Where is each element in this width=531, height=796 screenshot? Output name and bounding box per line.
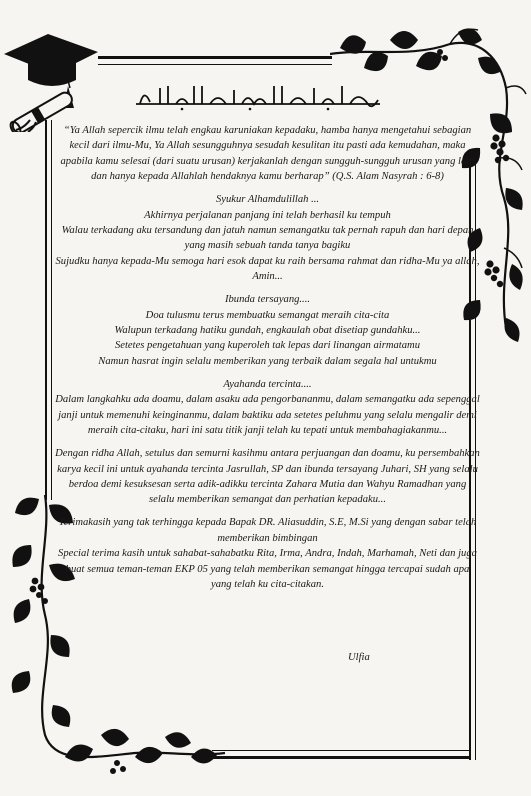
section-line: Sujudku hanya kepada-Mu semoga hari esok dapat ku raih bersama rahmat dan ridha-Mu ya allah, Amin... [55, 255, 480, 283]
section-line: Doa tulusmu terus membuatku semangat meraih cita-cita [145, 309, 390, 321]
section-line: Dengan ridha Allah, setulus dan semurni kasihmu antara perjuangan dan doamu, ku persembahkan karya kecil ini untuk ayahanda tercinta Jasrullah, SP dan ibunda tersayang Juhari, SH yang selalu berdoa demi kesuksesan serta adik-adikku tercinta Zahara Mutia dan Wahyu Ramadhan yang selalu memberikan semangat dan perhatian kepadaku... [55, 448, 480, 506]
section-line: Ibunda tersayang.... [224, 294, 311, 306]
section-persembahan [55, 446, 480, 508]
section-line: Walupun terkadang hatiku gundah, engkaulah obat disetiap gundahku... [114, 325, 421, 337]
bismillah-calligraphy-icon [130, 82, 390, 112]
frame-left-line [45, 120, 52, 500]
section-line: Ayahanda tercinta.... [223, 378, 312, 390]
section-ayahanda [55, 377, 480, 439]
frame-top-line [98, 56, 332, 65]
section-line: Namun hasrat ingin selalu memberikan yang terbaik dalam segala hal untukmu [98, 355, 437, 367]
section-line: Walau terkadang aku tersandung dan jatuh namun semangatku tak pernah rapuh dan hari depan yang masih sebuah tanda tanya bagiku [61, 225, 474, 252]
frame-bottom-line [212, 750, 470, 759]
graduation-cap-icon [2, 22, 102, 132]
section-ibunda [55, 292, 480, 369]
signature: Ulfia [348, 652, 370, 663]
section-line: Special terima kasih untuk sahabat-sahabatku Rita, Irma, Andra, Indah, Marhamah, Neti dan juga buat semua teman-teman EKP 05 yang telah memberikan semangat hingga tercapai sudah apa yang telah ku cita-citakan. [58, 548, 477, 590]
section-line: Setetes pengetahuan yang kuperoleh tak lepas dari linangan airmatamu [114, 340, 420, 352]
section-syukur [55, 192, 480, 284]
section-line: Syukur Alhamdulillah ... [215, 194, 320, 206]
dedication-text [55, 123, 480, 592]
section-terimakasih [55, 515, 480, 592]
section-line: Dalam langkahku ada doamu, dalam asaku ada pengorbananmu, dalam semangatku ada sepenggal janji untuk memenuhi keinginanmu, dalam baktiku ada setetes peluhmu yang selalu mengalir demi meraih cita-citaku, hari ini satu titik janji telah ku tepati untuk membahagiakanmu... [55, 394, 480, 437]
section-line: Terimakasih yang tak terhingga kepada Bapak DR. Aliasuddin, S.E, M.Si yang dengan sabar telah memberikan bimbingan [58, 517, 477, 544]
quran-quote: “Ya Allah sepercik ilmu telah engkau karuniakan kepadaku, hamba hanya mengetahui sebagian kecil dari ilmu-Mu, Ya Allah sesungguhnya sesudah kesulitan itu pasti ada kemudahan, maka apabila kamu selesai (dari suatu urusan) kerjakanlah dengan sungguh-sungguh urusan yang lain dan hanya kepada Allahlah hendaknya kamu berharap” (Q.S. Alam Nasyrah : 6-8) [60, 125, 475, 183]
section-line: Akhirnya perjalanan panjang ini telah berhasil ku tempuh [144, 209, 391, 221]
